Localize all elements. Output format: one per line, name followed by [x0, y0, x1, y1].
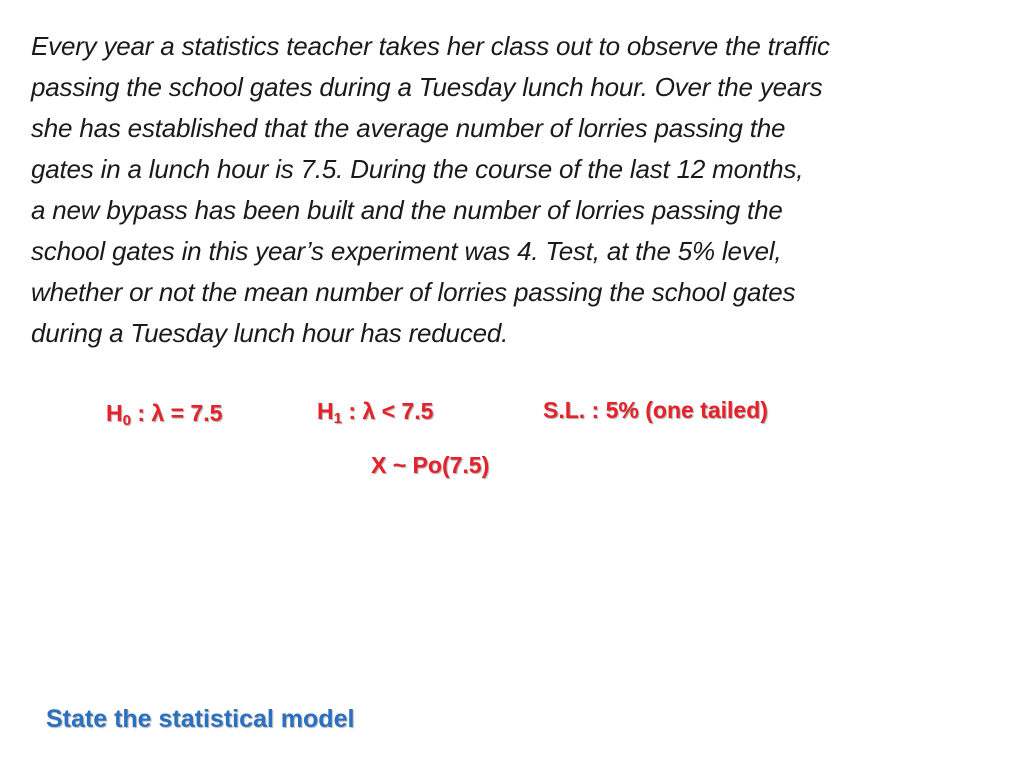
null-hypothesis-subscript: 0 [122, 412, 131, 429]
problem-line-3: she has established that the average number of lorries passing the [31, 113, 786, 143]
null-hypothesis-statement: : λ = 7.5 [130, 400, 223, 426]
significance-level: S.L. : 5% (one tailed) [543, 397, 768, 423]
alternative-hypothesis-subscript: 1 [333, 410, 342, 427]
problem-statement [31, 26, 1006, 354]
problem-line-8: during a Tuesday lunch hour has reduced. [31, 318, 509, 348]
problem-line-7: whether or not the mean number of lorries passing the school gates [31, 277, 796, 307]
problem-line-4: gates in a lunch hour is 7.5. During the course of the last 12 months, [31, 154, 804, 184]
null-hypothesis-letter: H [106, 400, 123, 426]
alternative-hypothesis-letter: H [317, 398, 334, 424]
problem-line-5: a new bypass has been built and the number of lorries passing the [31, 195, 783, 225]
alternative-hypothesis [317, 398, 433, 425]
problem-line-2: passing the school gates during a Tuesday lunch hour. Over the years [31, 72, 823, 102]
statistical-model: X ~ Po(7.5) [371, 452, 490, 478]
problem-line-6: school gates in this year’s experiment was 4. Test, at the 5% level, [31, 236, 782, 266]
problem-line-1: Every year a statistics teacher takes her class out to observe the traffic [31, 31, 830, 61]
alternative-hypothesis-statement: : λ < 7.5 [341, 398, 434, 424]
null-hypothesis [106, 400, 222, 427]
step-prompt: State the statistical model [46, 705, 355, 733]
